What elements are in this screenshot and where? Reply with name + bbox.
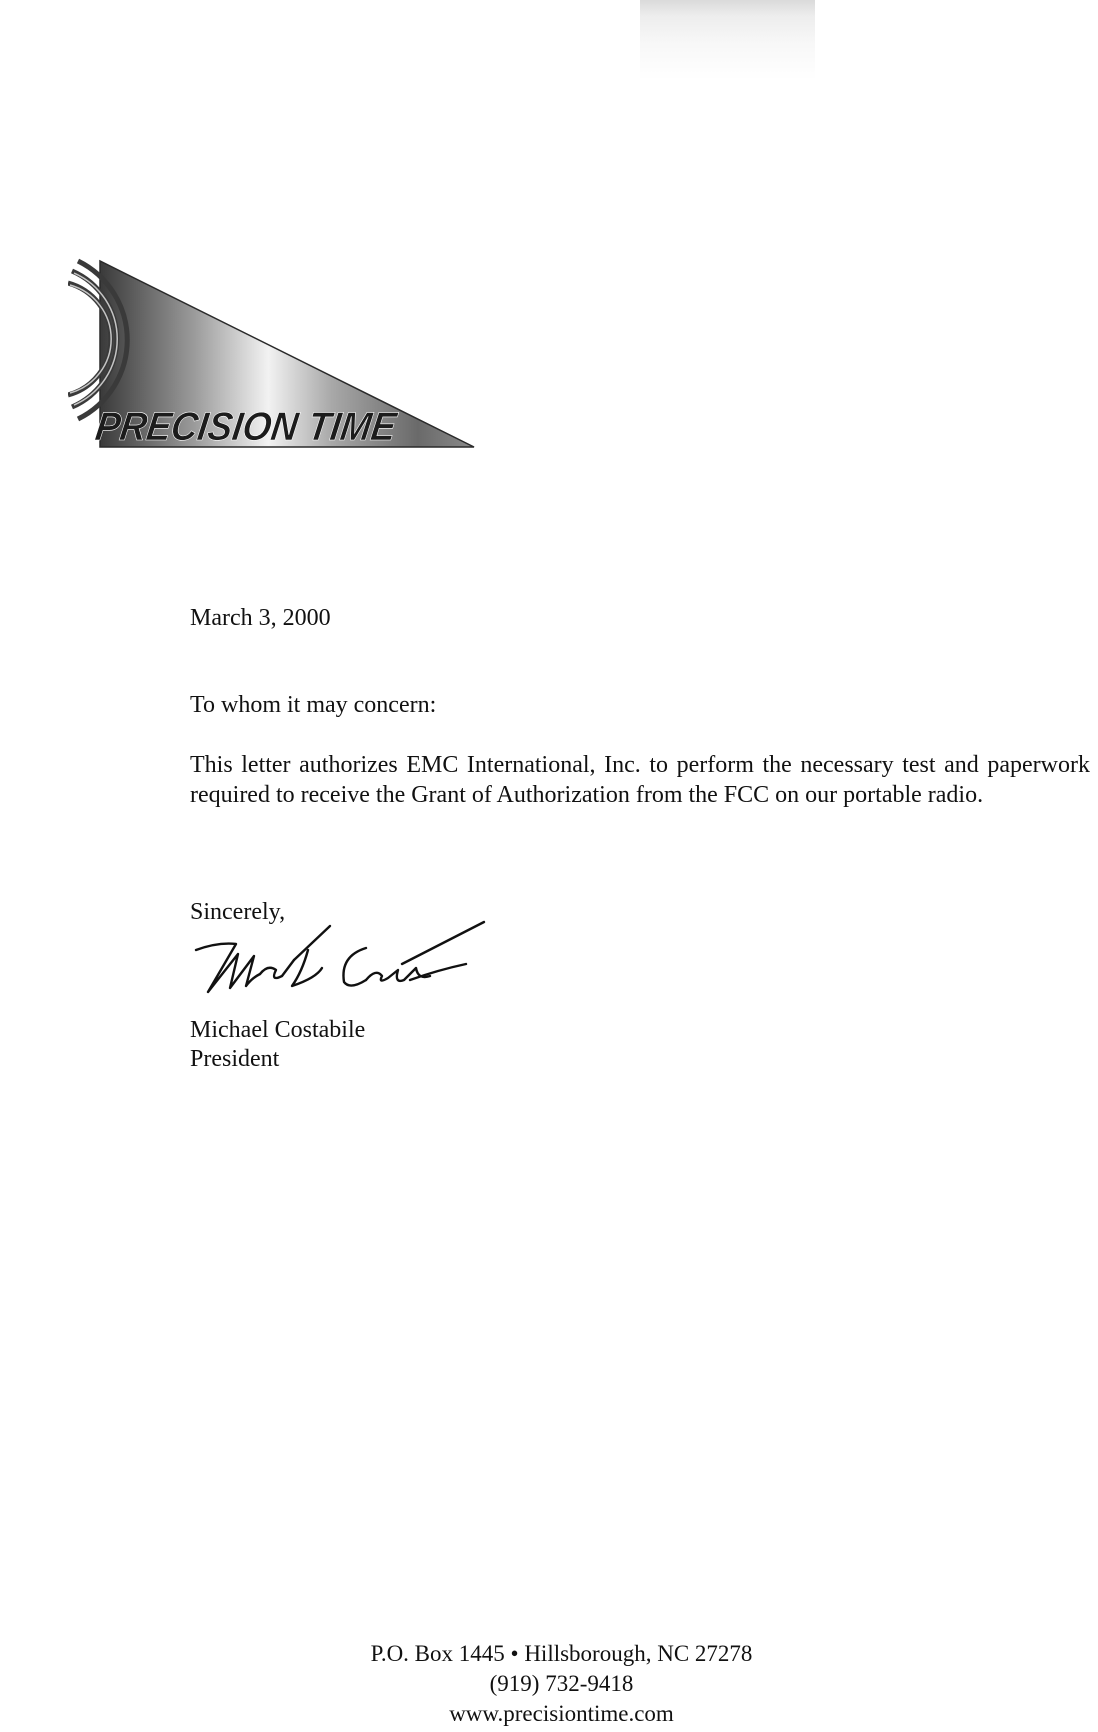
scan-artifact [640,0,815,80]
signer-title: President [190,1046,280,1072]
footer-phone: (919) 732-9418 [489,1671,634,1696]
letter-date: March 3, 2000 [190,605,331,631]
footer-website: www.precisiontime.com [449,1701,674,1726]
salutation: To whom it may concern: [190,692,437,718]
handwritten-signature [190,920,500,1010]
company-logo [68,255,488,455]
closing: Sincerely, [190,899,286,925]
footer-address: P.O. Box 1445 • Hillsborough, NC 27278 [370,1641,753,1666]
logo-text: PRECISION TIME [92,404,426,449]
letter-body: This letter authorizes EMC International, Inc. to perform the necessary test and paperwork required to receive the Grant of Authorization from the FCC on our portable radio. [190,752,1090,808]
signer-name: Michael Costabile [190,1017,366,1043]
